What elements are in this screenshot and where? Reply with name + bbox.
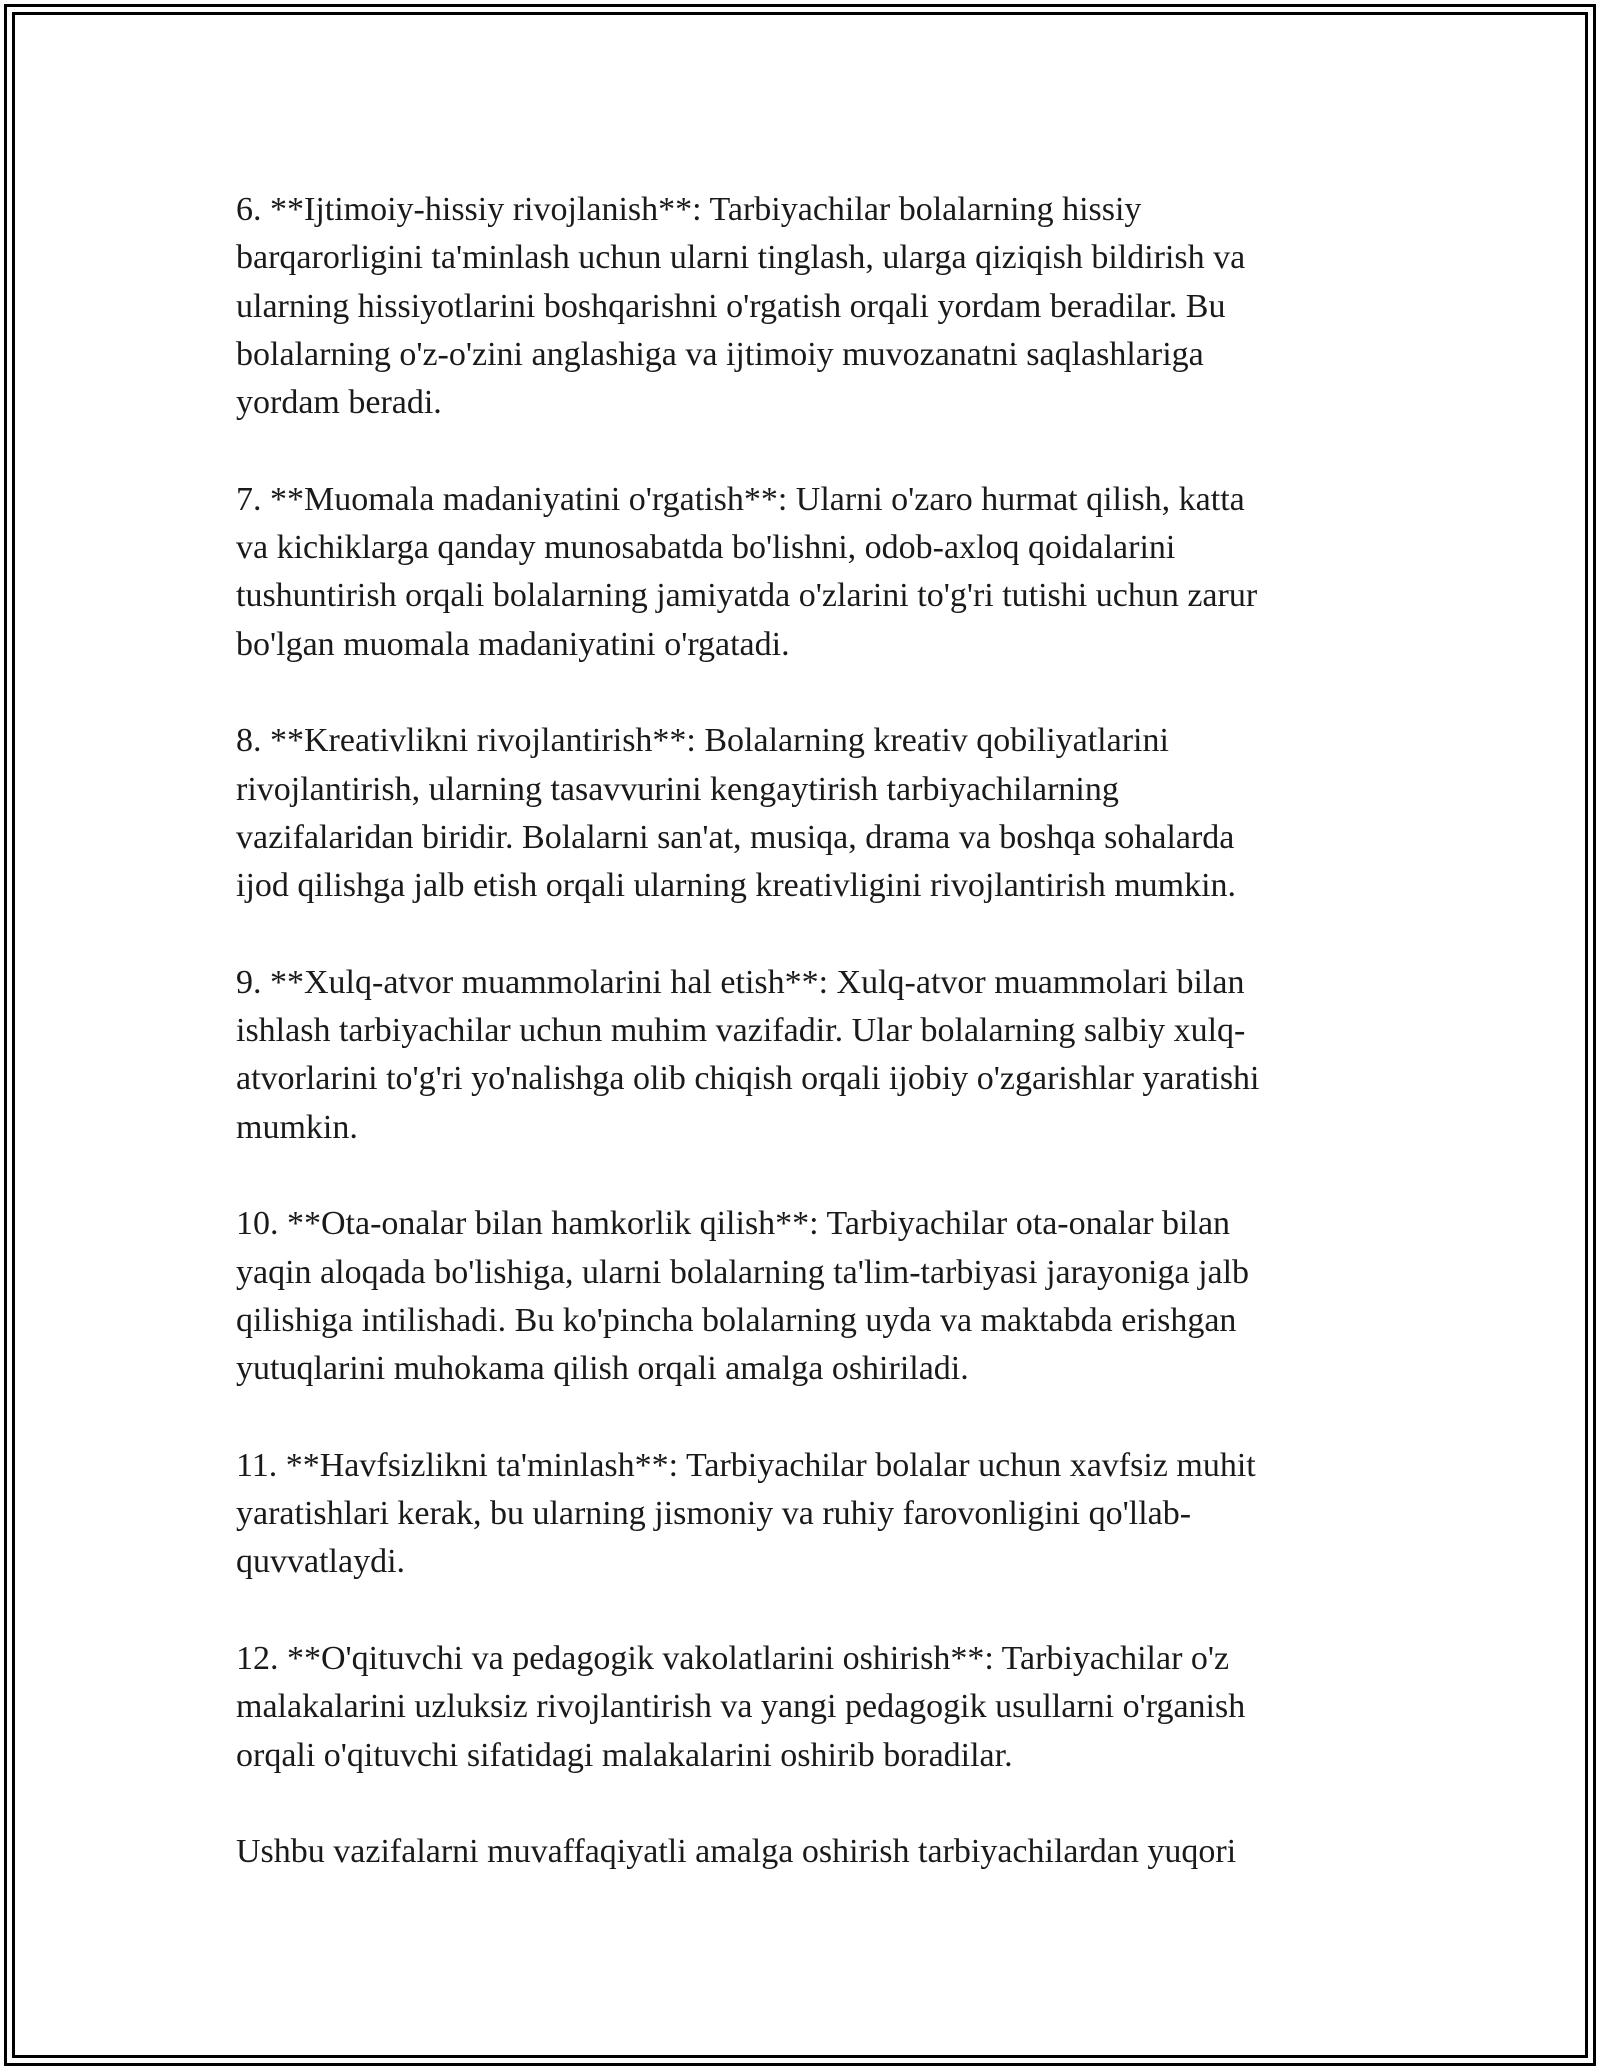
paragraph-conclusion: Ushbu vazifalarni muvaffaqiyatli amalga oshirish tarbiyachilardan yuqori (236, 1833, 1237, 1871)
document-body (236, 186, 1366, 1876)
paragraph-6-social-emotional: 6. **Ijtimoiy-hissiy rivojlanish**: Tarbiyachilar bolalarning hissiy barqarorligini ta'minlash uchun ularni tinglash, ularga qiziqish bildirish va ularning hissiyotlarini boshqarishni o'rgatish orqali yordam beradilar. Bu bolalarning o'z-o'zini anglashiga va ijtimoiy muvozanatni saqlashlariga yordam beradi. (236, 191, 1246, 422)
paragraph-9-behavior-problems: 9. **Xulq-atvor muammolarini hal etish**: Xulq-atvor muammolari bilan ishlash tarbiyachilar uchun muhim vazifadir. Ular bolalarning salbiy xulq- atvorlarini to'g'ri yo'nalishga olib chiqish orqali ijobiy o'zgarishlar yaratishi mumkin. (236, 963, 1260, 1146)
paragraph-10-parent-cooperation: 10. **Ota-onalar bilan hamkorlik qilish**: Tarbiyachilar ota-onalar bilan yaqin aloqada bo'lishiga, ularni bolalarning ta'lim-tarbiyasi jarayoniga jalb qilishiga intilishadi. Bu ko'pincha bolalarning uyda va maktabda erishgan yutuqlarini muhokama qilish orqali amalga oshiriladi. (236, 1205, 1250, 1388)
paragraph-11-safety: 11. **Havfsizlikni ta'minlash**: Tarbiyachilar bolalar uchun xavfsiz muhit yaratishlari kerak, bu ularning jismoniy va ruhiy farovonligini qo'llab- quvvatlaydi. (236, 1446, 1256, 1581)
paragraph-7-communication-culture: 7. **Muomala madaniyatini o'rgatish**: Ularni o'zaro hurmat qilish, katta va kichiklarga qanday munosabatda bo'lishni, odob-axloq qoidalarini tushuntirish orqali bolalarning jamiyatda o'zlarini to'g'ri tutishi uchun zarur bo'lgan muomala madaniyatini o'rgatadi. (236, 480, 1258, 663)
paragraph-12-teacher-skills: 12. **O'qituvchi va pedagogik vakolatlarini oshirish**: Tarbiyachilar o'z malakalarini uzluksiz rivojlantirish va yangi pedagogik usullarni o'rganish orqali o'qituvchi sifatidagi malakalarini oshirib boradilar. (236, 1639, 1246, 1774)
paragraph-8-creativity: 8. **Kreativlikni rivojlantirish**: Bolalarning kreativ qobiliyatlarini rivojlantirish, ularning tasavvurini kengaytirish tarbiyachilarning vazifalaridan biridir. Bolalarni san'at, musiqa, drama va boshqa sohalarda ijod qilishga jalb etish orqali ularning kreativligini rivojlantirish mumkin. (236, 722, 1237, 905)
